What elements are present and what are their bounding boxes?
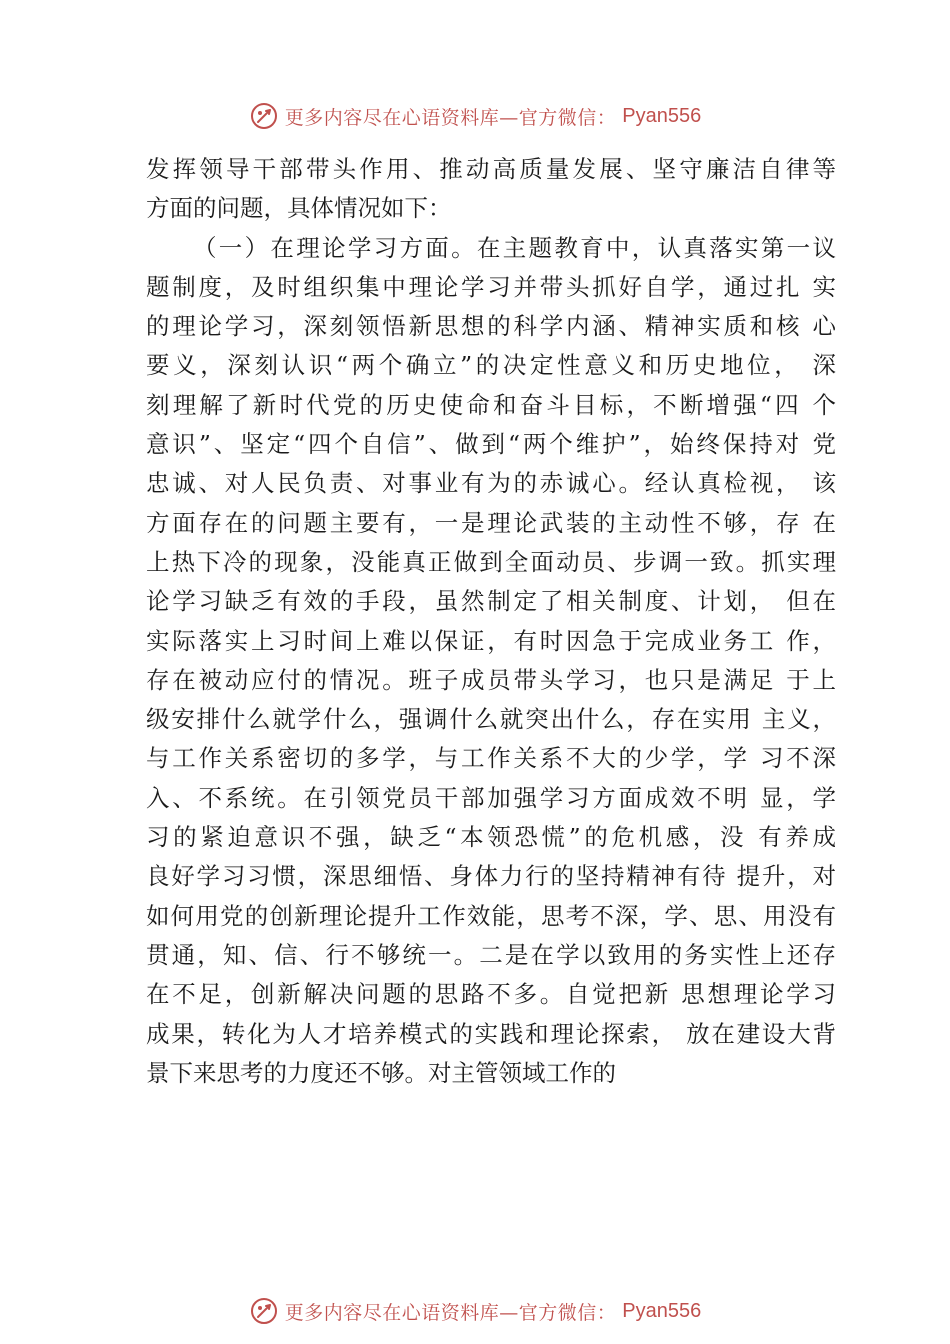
body-line: 级安排什么就学什么，强调什么就突出什么，存在实用 主义，	[146, 705, 836, 734]
body-line: 论学习缺乏有效的手段，虽然制定了相关制度、计划， 但在	[146, 587, 836, 616]
body-line: 与工作关系密切的多学，与工作关系不大的少学，学 习不深	[146, 744, 836, 773]
watermark-text: 更多内容尽在心语资料库—官方微信：	[284, 1301, 617, 1324]
body-line: 要义，深刻认识“两个确立”的决定性意义和历史地位， 深	[146, 351, 836, 380]
body-line: 景下来思考的力度还不够。对主管领域工作的	[146, 1058, 616, 1087]
body-line: 在不足，创新解决问题的思路不多。自觉把新 思想理论学习	[146, 980, 836, 1009]
body-line: 忠诚、对人民负责、对事业有为的赤诚心。经认真检视， 该	[146, 469, 836, 498]
body-line: 贯通，知、信、行不够统一。二是在学以致用的务实性上还存	[146, 940, 836, 969]
body-line: 存在被动应付的情况。班子成员带头学习，也只是满足 于上	[146, 665, 836, 694]
body-line: 方面的问题，具体情况如下：	[146, 194, 452, 223]
body-line: 习的紧迫意识不强，缺乏“本领恐慌”的危机感，没 有养成	[146, 823, 836, 852]
body-line: 发挥领导干部带头作用、推动高质量发展、坚守廉洁自律等	[146, 155, 836, 183]
watermark-wechat-id: Pyan556	[622, 104, 702, 127]
body-line: 题制度，及时组织集中理论学习并带头抓好自学，通过扎 实	[146, 272, 836, 301]
body-line: 的理论学习，深刻领悟新思想的科学内涵、精神实质和核 心	[146, 312, 836, 341]
body-line: 刻理解了新时代党的历史使命和奋斗目标，不断增强“四 个	[146, 390, 836, 419]
body-line: 良好学习习惯，深思细悟、身体力行的坚持精神有待 提升，对	[146, 862, 836, 891]
body-line: 入、不系统。在引领党员干部加强学习方面成效不明 显，学	[146, 783, 836, 812]
watermark-footer	[0, 1291, 950, 1331]
body-line: （一）在理论学习方面。在主题教育中，认真落实第一议	[193, 233, 836, 262]
quill-logo-icon	[249, 1296, 279, 1326]
body-line: 成果，转化为人才培养模式的实践和理论探索， 放在建设大背	[146, 1019, 836, 1048]
body-line: 实际落实上习时间上难以保证，有时因急于完成业务工 作，	[146, 626, 836, 655]
watermark-header	[0, 96, 950, 136]
watermark-text: 更多内容尽在心语资料库—官方微信：	[284, 106, 617, 129]
body-line: 如何用党的创新理论提升工作效能，思考不深，学、思、用没有	[146, 901, 836, 930]
watermark-wechat-id: Pyan556	[622, 1299, 702, 1322]
document-body	[146, 150, 836, 1093]
body-line: 上热下冷的现象，没能真正做到全面动员、步调一致。抓实理	[146, 547, 836, 576]
body-line: 意识”、坚定“四个自信”、做到“两个维护”，始终保持对 党	[146, 430, 836, 459]
quill-logo-icon	[249, 101, 279, 131]
body-line: 方面存在的问题主要有，一是理论武装的主动性不够，存 在	[146, 508, 836, 537]
